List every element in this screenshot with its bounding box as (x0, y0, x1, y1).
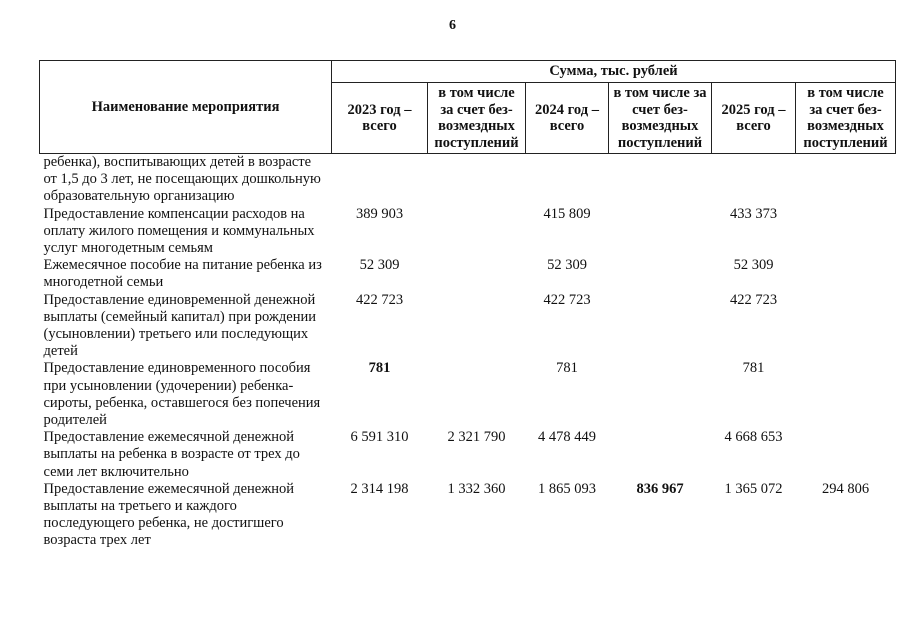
row-name: Ежемесячное пособие на питание ребенка из многодетной семьи (43, 257, 322, 291)
value-2024-total (526, 154, 609, 206)
value-2023-grants (428, 154, 526, 206)
value-2023-total: 781 (368, 360, 391, 377)
header-2024-total: 2024 год – всего (526, 83, 609, 154)
value-2024-grants (609, 429, 712, 481)
value-2024-grants (609, 206, 712, 258)
value-2025-grants (796, 360, 896, 429)
value-2023-grants: 1 332 360 (447, 480, 506, 497)
value-2023-total (332, 154, 428, 206)
value-2025-total: 781 (742, 360, 765, 377)
value-2025-grants (796, 292, 896, 361)
value-2025-total: 4 668 653 (724, 429, 783, 446)
value-2024-grants (609, 154, 712, 206)
value-2023-grants (428, 257, 526, 291)
header-2023-grants: в том числе за счет без-возмездных поступлений (428, 83, 526, 154)
value-2025-total: 433 373 (729, 205, 778, 222)
value-2023-grants (428, 206, 526, 258)
value-2023-total: 52 309 (359, 257, 400, 274)
value-2025-total (712, 154, 796, 206)
page-number: 6 (449, 18, 456, 33)
value-2024-total: 1 865 093 (538, 480, 596, 497)
table-row (40, 481, 896, 550)
value-2024-total: 4 478 449 (538, 429, 596, 446)
header-sum-group: Сумма, тыс. рублей (332, 61, 896, 83)
row-name: Предоставление единовременной денежной выплаты (семейный капитал) при рождении (усыновлении) третьего или последующих детей (43, 291, 316, 360)
value-2025-grants (796, 206, 896, 258)
value-2024-total: 52 309 (547, 257, 587, 274)
table-row (40, 206, 896, 258)
header-2025-total: 2025 год – всего (712, 83, 796, 154)
value-2024-grants (609, 257, 712, 291)
value-2025-total: 422 723 (729, 291, 778, 308)
header-name-column: Наименование мероприятия (40, 61, 332, 154)
table-row (40, 292, 896, 361)
value-2025-grants (796, 257, 896, 291)
row-name: Предоставление ежемесячной денежной выплаты на ребенка в возрасте от трех до семи лет включительно (43, 429, 300, 480)
value-2024-grants (609, 360, 712, 429)
table-row (40, 257, 896, 291)
row-name: Предоставление единовременного пособия при усыновлении (удочерении) ребенка-сироты, ребенка, оставшегося без попечения родителей (43, 360, 321, 429)
value-2025-grants (796, 154, 896, 206)
value-2023-grants (428, 360, 526, 429)
value-2025-grants (796, 429, 896, 481)
header-2025-grants: в том числе за счет без-возмездных поступлений (796, 83, 896, 154)
header-2024-grants: в том числе за счет без-возмездных поступлений (609, 83, 712, 154)
value-2024-total: 781 (556, 360, 578, 377)
value-2025-total: 1 365 072 (724, 480, 783, 497)
value-2024-grants: 836 967 (636, 480, 684, 497)
value-2024-total: 415 809 (543, 205, 591, 222)
value-2025-total: 52 309 (733, 257, 774, 274)
row-name: Предоставление компенсации расходов на оплату жилого помещения и коммунальных услуг многодетным семьям (43, 205, 315, 257)
budget-table (39, 60, 896, 550)
value-2023-total: 6 591 310 (350, 429, 409, 446)
value-2025-grants: 294 806 (821, 480, 870, 497)
value-2024-grants (609, 292, 712, 361)
value-2023-grants (428, 292, 526, 361)
row-name: Предоставление ежемесячной денежной выплаты на третьего и каждого последующего ребенка, не достигшего возраста трех лет (43, 480, 295, 549)
header-2023-total: 2023 год – всего (332, 83, 428, 154)
value-2023-total: 389 903 (355, 205, 404, 222)
value-2023-total: 422 723 (355, 291, 404, 308)
value-2023-total: 2 314 198 (350, 480, 409, 497)
table-row (40, 154, 896, 206)
row-name: ребенка), воспитывающих детей в возрасте от 1,5 до 3 лет, не посещающих дошкольную образовательную организацию (43, 154, 321, 205)
value-2024-total: 422 723 (543, 291, 591, 308)
table-row (40, 360, 896, 429)
value-2023-grants: 2 321 790 (447, 429, 506, 446)
table-row (40, 429, 896, 481)
